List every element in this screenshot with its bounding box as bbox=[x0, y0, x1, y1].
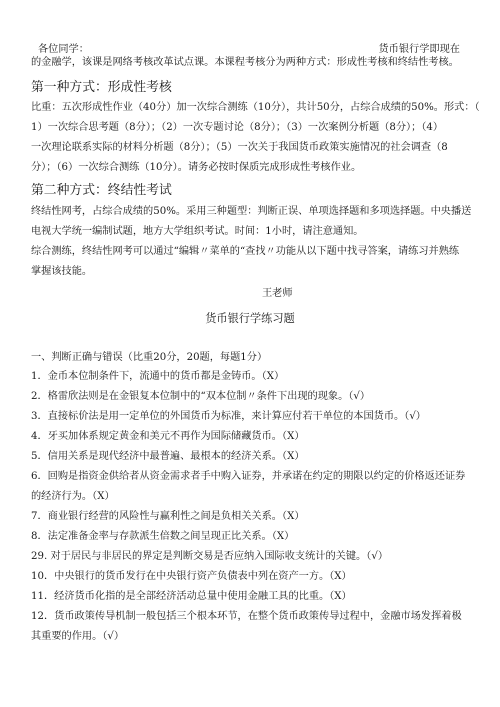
list-item: 3．直接标价法是用一定单位的外国货币为标准，来计算应付若干单位的本国货币。（√） bbox=[31, 411, 426, 422]
section1-line: 一次理论联系实际的材料分析题（8分）；（5）一次关于我国货币政策实施情况的社会调查（8 bbox=[31, 142, 448, 153]
list-item: 8．法定准备金率与存款派生倍数之间呈现正比关系。（X） bbox=[31, 531, 295, 542]
list-item: 29. 对于居民与非居民的界定是判断交易是否应纳入国际收支统计的关键。（√） bbox=[31, 551, 389, 562]
part1-heading: 一、判断正确与错误（比重20分，20题，每题1分） bbox=[31, 352, 268, 363]
intro-line1-right: 货币银行学即现在 bbox=[378, 44, 460, 55]
greeting: 各位同学： bbox=[38, 44, 89, 55]
list-item: 6．回购是指资金供给者从资金需求者手中购入证券，并承诺在约定的期限以约定的价格返还证券 bbox=[31, 471, 466, 482]
section2-heading: 第二种方式：终结性考试 bbox=[31, 183, 172, 198]
exercise-title: 货币银行学练习题 bbox=[205, 312, 295, 325]
list-item: 2．格雷欣法则是在金银复本位制中的“双本位制〃条件下出现的现象。（√） bbox=[31, 391, 371, 402]
list-item-continuation: 其重要的作用。（√） bbox=[31, 631, 125, 642]
list-item: 12．货币政策传导机制一般包括三个根本环节，在整个货币政策传导过程中，金融市场发挥着极 bbox=[31, 611, 462, 622]
list-item: 5．信用关系是现代经济中最普遍、最根本的经济关系。（X） bbox=[31, 451, 305, 462]
intro-line2: 的金融学，该课是网络考核改革试点课。本课程考核分为两种方式：形成性考核和终结性考核。 bbox=[31, 57, 459, 68]
list-item: 10．中央银行的货币发行在中央银行资产负债表中列在资产一方。（X） bbox=[31, 571, 352, 582]
list-item: 1．金币本位制条件下，流通中的货币都是金铸币。（X） bbox=[31, 371, 285, 382]
list-item: 11．经济货币化指的是全部经济活动总量中使用金融工具的比重。（X） bbox=[31, 591, 352, 602]
list-item: 7．商业银行经营的风险性与赢利性之间是负相关关系。（X） bbox=[31, 511, 305, 522]
section1-line: 比重：五次形成性作业（40分）加一次综合测练（10分），共计50分，占综合成绩的50%。形式：（ bbox=[31, 102, 480, 113]
section2-line: 综合测练，终结性网考可以通过“编辑〃菜单的“查找〃功能从以下题中找寻答案，请练习并熟练 bbox=[31, 246, 460, 257]
list-item: 4．牙买加体系规定黄金和美元不再作为国际储藏货币。（X） bbox=[31, 431, 305, 442]
section1-heading: 第一种方式：形成性考核 bbox=[31, 80, 172, 95]
section1-line: 1）一次综合思考题（8分）；（2）一次专题讨论（8分）；（3）一次案例分析题（8分）；（4） bbox=[31, 122, 444, 133]
section1-line: 分）；（6）一次综合测练（10分）。请务必按时保质完成形成性考核作业。 bbox=[31, 162, 362, 173]
list-item-continuation: 的经济行为。（X） bbox=[31, 491, 115, 502]
section2-line: 掌握该技能。 bbox=[31, 266, 93, 277]
section2-line: 电视大学统一编制试题，地方大学组织考试。时间：1小时，请注意通知。 bbox=[31, 226, 364, 237]
section2-line: 终结性网考，占综合成绩的50%。采用三种题型：判断正误、单项选择题和多项选择题。中央播送 bbox=[31, 206, 472, 217]
signature: 王老师 bbox=[262, 288, 293, 299]
